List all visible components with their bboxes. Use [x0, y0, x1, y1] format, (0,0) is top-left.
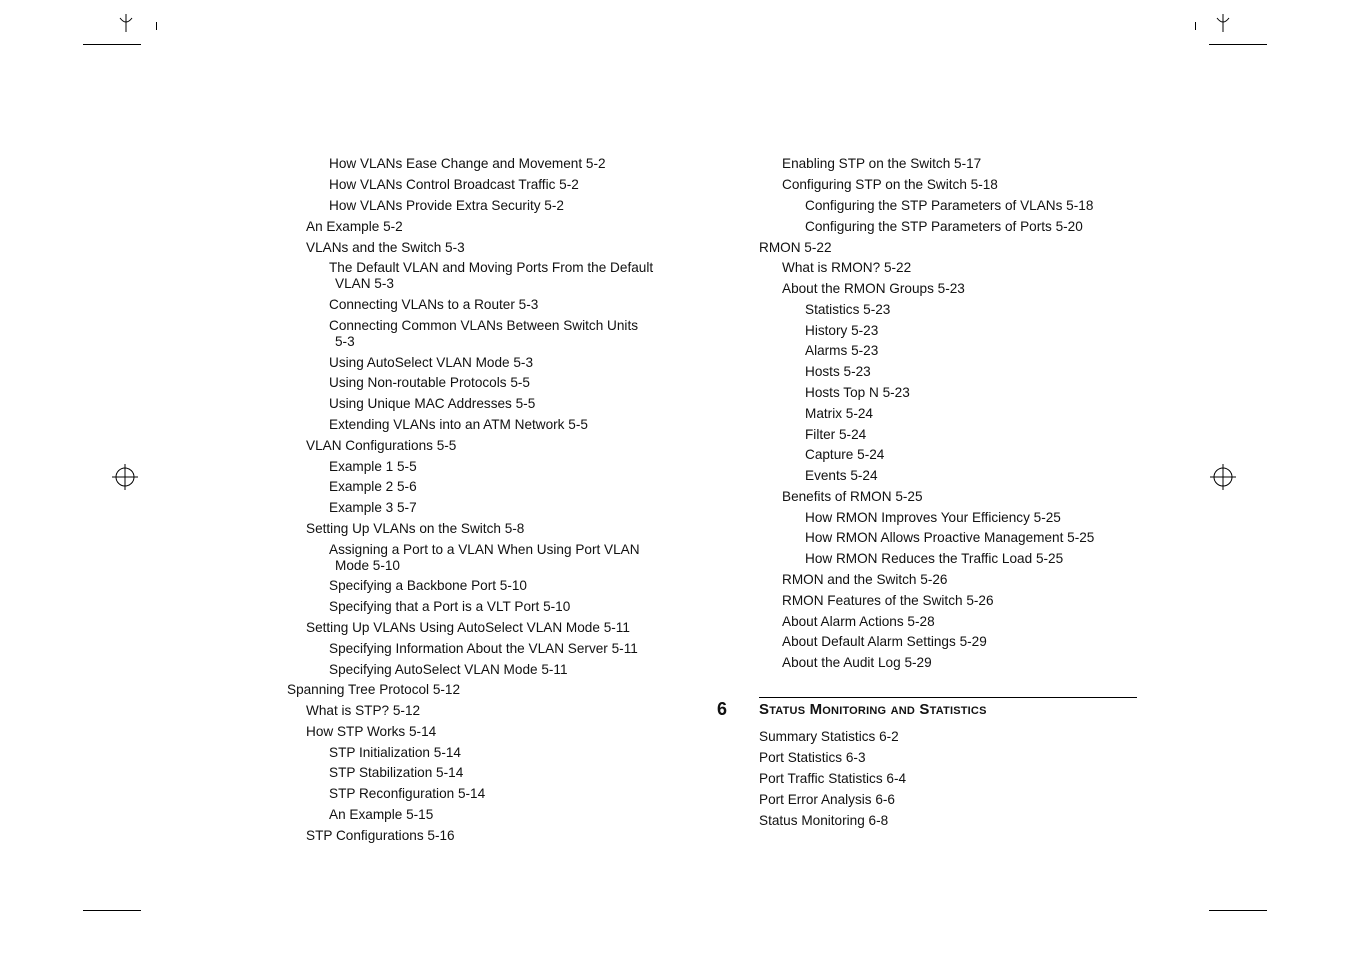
- toc-entry-text: STP Initialization 5-14: [329, 744, 461, 760]
- toc-entry-text: What is STP? 5-12: [306, 703, 421, 719]
- toc-entry[interactable]: [287, 415, 667, 436]
- toc-entry[interactable]: [287, 477, 667, 498]
- toc-entry-text: RMON Features of the Switch 5-26: [782, 592, 994, 608]
- toc-entry[interactable]: [287, 456, 667, 477]
- toc-entry[interactable]: [287, 373, 667, 394]
- toc-entry[interactable]: [759, 653, 1149, 674]
- toc-entry-text: Filter 5-24: [805, 426, 867, 442]
- toc-entry-text: Extending VLANs into an ATM Network 5-5: [329, 416, 588, 432]
- toc-entry-text: Specifying Information About the VLAN Server 5-11: [329, 640, 638, 656]
- toc-entry-text: An Example 5-2: [306, 218, 403, 234]
- crop-mark: [1209, 44, 1267, 45]
- toc-entry[interactable]: [287, 784, 667, 805]
- toc-entry-text: Specifying AutoSelect VLAN Mode 5-11: [329, 661, 568, 677]
- toc-entry[interactable]: [759, 748, 906, 769]
- toc-entry[interactable]: [759, 570, 1149, 591]
- toc-entry[interactable]: [287, 394, 667, 415]
- toc-entry[interactable]: [759, 445, 1149, 466]
- toc-entry-continuation: VLAN 5-3: [335, 276, 394, 292]
- toc-entry[interactable]: [287, 498, 667, 519]
- toc-entry[interactable]: [759, 727, 906, 748]
- toc-entry-text: History 5-23: [805, 322, 879, 338]
- crop-mark: [83, 910, 141, 911]
- toc-entry[interactable]: [759, 362, 1149, 383]
- toc-entry-text: Connecting VLANs to a Router 5-3: [329, 297, 539, 313]
- toc-entry[interactable]: [759, 175, 1149, 196]
- toc-entry[interactable]: [759, 237, 1149, 258]
- chapter-title: Status Monitoring and Statistics: [759, 701, 987, 718]
- toc-entry[interactable]: [287, 539, 667, 576]
- toc-entry[interactable]: [759, 789, 906, 810]
- toc-entry-text: How RMON Allows Proactive Management 5-25: [805, 530, 1095, 546]
- toc-entry-text: STP Reconfiguration 5-14: [329, 786, 486, 802]
- toc-entry-text: Hosts 5-23: [805, 364, 871, 380]
- toc-entry-text: STP Configurations 5-16: [306, 827, 455, 843]
- toc-entry-text: Port Traffic Statistics 6-4: [759, 770, 907, 786]
- toc-entry[interactable]: [759, 341, 1149, 362]
- toc-entry-text: About Default Alarm Settings 5-29: [782, 634, 987, 650]
- toc-entry[interactable]: [287, 576, 667, 597]
- toc-entry[interactable]: [287, 722, 667, 743]
- toc-entry-text: Spanning Tree Protocol 5-12: [287, 682, 461, 698]
- toc-entry[interactable]: [759, 279, 1149, 300]
- chapter-6-entries: [759, 727, 906, 831]
- toc-entry-text: Statistics 5-23: [805, 301, 891, 317]
- toc-entry-text: About the RMON Groups 5-23: [782, 281, 965, 297]
- toc-entry[interactable]: [287, 435, 667, 456]
- toc-entry-text: Setting Up VLANs on the Switch 5-8: [306, 520, 525, 536]
- toc-entry[interactable]: [287, 805, 667, 826]
- toc-entry-text: Using Non-routable Protocols 5-5: [329, 375, 530, 391]
- crop-mark: [1195, 22, 1196, 30]
- toc-entry-text: Specifying that a Port is a VLT Port 5-10: [329, 599, 571, 615]
- toc-entry[interactable]: [759, 320, 1149, 341]
- toc-entry[interactable]: [759, 299, 1149, 320]
- registration-target-icon: [112, 464, 138, 490]
- toc-entry[interactable]: [759, 424, 1149, 445]
- toc-entry-text: Port Error Analysis 6-6: [759, 791, 895, 807]
- toc-right-column: [759, 154, 1149, 674]
- toc-entry[interactable]: [287, 659, 667, 680]
- toc-entry[interactable]: [759, 769, 906, 790]
- toc-entry-text: About the Audit Log 5-29: [782, 655, 932, 671]
- toc-entry-text: The Default VLAN and Moving Ports From the Default: [329, 260, 654, 276]
- toc-entry[interactable]: [287, 742, 667, 763]
- toc-entry[interactable]: [287, 763, 667, 784]
- toc-entry[interactable]: [287, 175, 667, 196]
- toc-entry[interactable]: [759, 196, 1149, 217]
- toc-entry[interactable]: [287, 237, 667, 258]
- toc-entry-text: RMON and the Switch 5-26: [782, 572, 948, 588]
- crop-mark: [1209, 910, 1267, 911]
- toc-entry-text: Specifying a Backbone Port 5-10: [329, 578, 527, 594]
- chapter-rule: [759, 697, 1137, 698]
- toc-entry-text: RMON 5-22: [759, 239, 832, 255]
- toc-entry-text: STP Stabilization 5-14: [329, 765, 464, 781]
- toc-entry-text: About Alarm Actions 5-28: [782, 613, 935, 629]
- toc-entry-text: Matrix 5-24: [805, 405, 873, 421]
- toc-entry-continuation: Mode 5-10: [335, 557, 400, 573]
- toc-entry-text: Alarms 5-23: [805, 343, 879, 359]
- toc-entry-continuation: 5-3: [335, 333, 355, 349]
- chapter-number: 6: [717, 699, 728, 719]
- toc-entry-text: Port Statistics 6-3: [759, 750, 866, 766]
- toc-entry[interactable]: [287, 597, 667, 618]
- toc-entry[interactable]: [759, 549, 1149, 570]
- toc-entry-text: How RMON Improves Your Efficiency 5-25: [805, 509, 1061, 525]
- toc-entry[interactable]: [287, 701, 667, 722]
- toc-entry-text: How VLANs Provide Extra Security 5-2: [329, 197, 564, 213]
- toc-entry[interactable]: [759, 403, 1149, 424]
- toc-entry-text: Hosts Top N 5-23: [805, 384, 910, 400]
- crop-mark: [156, 22, 157, 30]
- toc-entry-text: An Example 5-15: [329, 807, 434, 823]
- toc-entry-text: Status Monitoring 6-8: [759, 812, 889, 828]
- toc-entry-text: Using AutoSelect VLAN Mode 5-3: [329, 354, 534, 370]
- toc-entry[interactable]: [759, 611, 1149, 632]
- toc-entry-text: How RMON Reduces the Traffic Load 5-25: [805, 551, 1064, 567]
- toc-entry-text: VLAN Configurations 5-5: [306, 437, 457, 453]
- toc-entry[interactable]: [287, 352, 667, 373]
- toc-entry-text: Enabling STP on the Switch 5-17: [782, 156, 982, 172]
- toc-left-column: [287, 154, 667, 846]
- toc-entry[interactable]: [287, 618, 667, 639]
- toc-entry[interactable]: [287, 196, 667, 217]
- toc-entry-text: Configuring the STP Parameters of VLANs 5-18: [805, 197, 1094, 213]
- crop-mark: [83, 44, 141, 45]
- toc-entry-text: Configuring STP on the Switch 5-18: [782, 177, 998, 193]
- toc-entry[interactable]: [287, 519, 667, 540]
- toc-entry-text: Example 1 5-5: [329, 458, 417, 474]
- toc-entry[interactable]: [759, 466, 1149, 487]
- toc-entry-text: Example 2 5-6: [329, 479, 417, 495]
- toc-entry-text: Events 5-24: [805, 468, 878, 484]
- toc-entry-text: VLANs and the Switch 5-3: [306, 239, 465, 255]
- toc-entry[interactable]: [759, 590, 1149, 611]
- toc-entry-text: Assigning a Port to a VLAN When Using Port VLAN: [329, 541, 640, 557]
- toc-entry-text: Benefits of RMON 5-25: [782, 488, 923, 504]
- toc-entry[interactable]: [759, 487, 1149, 508]
- toc-entry[interactable]: [287, 295, 667, 316]
- toc-entry-text: How STP Works 5-14: [306, 723, 437, 739]
- toc-entry[interactable]: [759, 810, 906, 831]
- toc-entry[interactable]: [759, 632, 1149, 653]
- toc-entry[interactable]: [759, 258, 1149, 279]
- toc-entry[interactable]: [287, 315, 667, 352]
- toc-entry-text: How VLANs Control Broadcast Traffic 5-2: [329, 177, 579, 193]
- registration-mark-icon: [116, 14, 136, 32]
- toc-entry-text: Summary Statistics 6-2: [759, 729, 899, 745]
- toc-entry-text: Capture 5-24: [805, 447, 885, 463]
- toc-entry[interactable]: [287, 154, 667, 175]
- registration-target-icon: [1210, 464, 1236, 490]
- toc-entry[interactable]: [759, 507, 1149, 528]
- toc-entry[interactable]: [759, 383, 1149, 404]
- toc-entry-text: Example 3 5-7: [329, 500, 417, 516]
- toc-entry-text: Using Unique MAC Addresses 5-5: [329, 396, 536, 412]
- toc-entry[interactable]: [287, 680, 667, 701]
- toc-entry[interactable]: [759, 216, 1149, 237]
- registration-mark-icon: [1213, 14, 1233, 32]
- toc-entry[interactable]: [287, 825, 667, 846]
- toc-entry[interactable]: [287, 258, 667, 295]
- toc-entry[interactable]: [287, 216, 667, 237]
- toc-entry-text: How VLANs Ease Change and Movement 5-2: [329, 156, 606, 172]
- toc-entry-text: Connecting Common VLANs Between Switch Units: [329, 317, 639, 333]
- toc-entry-text: Setting Up VLANs Using AutoSelect VLAN Mode 5-11: [306, 620, 630, 636]
- toc-entry-text: What is RMON? 5-22: [782, 260, 912, 276]
- toc-entry[interactable]: [287, 638, 667, 659]
- toc-entry[interactable]: [759, 154, 1149, 175]
- toc-entry[interactable]: [759, 528, 1149, 549]
- toc-entry-text: Configuring the STP Parameters of Ports 5-20: [805, 218, 1083, 234]
